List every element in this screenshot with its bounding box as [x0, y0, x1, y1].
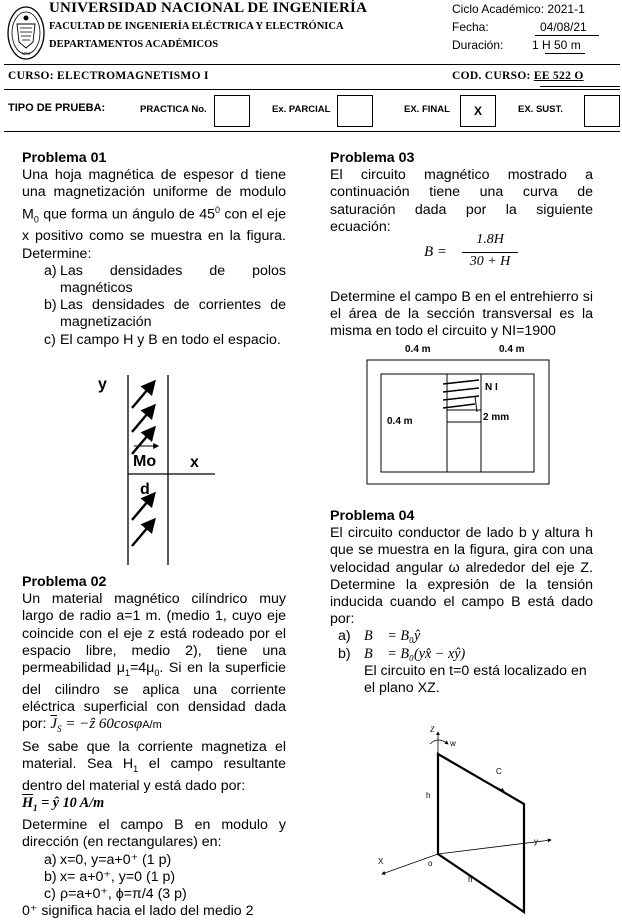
problem-04-body: El circuito conductor de lado b y altura h que se muestra en la figura, gira con una velocidad angular ω alrededor del eje Z. Determine la expresión de la tensión inducida cuando el campo B está dado por:: [330, 525, 593, 628]
duration-value: 1 H 50 m: [532, 38, 581, 52]
university-seal: [6, 4, 46, 62]
date-label: Fecha:: [452, 20, 489, 34]
option-practica-box[interactable]: [214, 95, 250, 127]
circuit-label: C: [496, 767, 502, 776]
top-left-dimension: 0.4 m: [405, 344, 431, 355]
saturation-equation: B = 1.8H 30 + H: [424, 232, 534, 274]
problem-03-title: Problema 03: [330, 150, 415, 166]
option-sust-label: EX. SUST.: [518, 104, 563, 115]
department-name: DEPARTAMENTOS ACADÉMICOS: [49, 39, 219, 50]
list-item: a) Las densidades de polos magnéticos: [44, 262, 286, 296]
option-sust-box[interactable]: [584, 95, 620, 127]
test-type-label: TIPO DE PRUEBA:: [8, 102, 106, 114]
gap-label: 2 mm: [483, 412, 510, 423]
height-label: h: [426, 791, 431, 800]
problem-02-body: Un material magnético cilíndrico muy largo de radio a=1 m. (medio 1, cuyo eje coincide con el eje z está rodeado por el espacio libre, medio 2), tiene una permeabilidad $\mu_1=4\mu_0$. Si en la superficie del cilindro se aplica una corriente eléctrica superficial con densidad dada por: $\overline{J}_S$ = −ẑ 60cosφA/m: [22, 591, 286, 735]
course-label: CURSO: ELECTROMAGNETISMO I: [8, 70, 209, 82]
cycle-value: 2021-1: [547, 2, 585, 16]
problem-02-body-2: Se sabe que la corriente magnetiza el material. Sea $H_1$ el campo resultante dentro del material y está dado por:: [22, 738, 286, 794]
origin-label: o: [428, 859, 433, 868]
cycle-label: Ciclo Académico: 2021-1: [452, 2, 585, 16]
course-code: COD. CURSO: EE 522 O: [452, 70, 584, 82]
university-name: UNIVERSIDAD NACIONAL DE INGENIERÍA: [49, 0, 368, 16]
date-value: 04/08/21: [540, 20, 587, 34]
list-item: b) Las densidades de corrientes de magnetización: [44, 297, 286, 331]
problem-01: [22, 150, 286, 349]
problem-01-body: Una hoja magnética de espesor d tiene una magnetización uniforme de modulo $M_0$ que forma un ángulo de $45^0$ con el eje x positivo como se muestra en la figura. Determine:: [22, 167, 286, 262]
problem-02-body-3: Determine el campo B en modulo y dirección (en rectangulares) en:: [22, 817, 286, 851]
problem-04: [330, 508, 593, 697]
rotating-loop-figure: [376, 724, 562, 920]
left-dimension: 0.4 m: [387, 416, 413, 427]
omega-label: w: [450, 739, 456, 748]
problem-01-items: [22, 263, 286, 349]
x-axis-label: X: [378, 857, 384, 866]
problem-04-items: [330, 628, 593, 662]
magnetization-label: Mo: [133, 453, 157, 470]
list-item: c) ρ=a+0⁺, ϕ=π/4 (3 p): [44, 885, 187, 902]
magnetized-sheet-figure: [90, 370, 220, 570]
problem-03: [330, 150, 593, 236]
problem-03-body: El circuito magnético mostrado a continuación tiene una curva de saturación dada por la siguiente ecuación:: [330, 167, 593, 235]
option-parcial-box[interactable]: [337, 95, 373, 127]
list-item: c) El campo H y B en todo el espacio.: [44, 331, 281, 348]
option-practica-label: PRACTICA No.: [140, 104, 207, 115]
problem-02-footnote: 0⁺ significa hacia el lado del medio 2: [22, 903, 254, 920]
top-right-dimension: 0.4 m: [499, 344, 525, 355]
y-axis-label: y: [534, 837, 538, 846]
duration-label: Duración:: [452, 38, 504, 52]
list-item: b) B⃗ = B₀(yx̂ − xŷ): [338, 645, 466, 662]
problem-04-body-2: El circuito en t=0 está localizado en el plano XZ.: [364, 662, 587, 697]
thickness-label: d: [140, 481, 150, 498]
problem-02-items: [22, 852, 286, 904]
option-parcial-label: Ex. PARCIAL: [272, 104, 331, 115]
coil-label: N I: [485, 382, 498, 393]
problem-03-body-2: Determine el campo B en el entrehierro si el área de la sección transversal es la misma en todo el circuito y NI=1900: [330, 289, 593, 340]
problem-01-title: Problema 01: [22, 150, 107, 166]
problem-02: [22, 574, 286, 920]
magnetic-circuit-figure: [357, 340, 557, 490]
list-item: b) x= a+0⁺, y=0 (1 p): [44, 868, 176, 885]
y-axis-label: y: [98, 376, 107, 393]
option-final-box[interactable]: X: [460, 95, 496, 127]
z-axis-label: Z: [430, 725, 435, 734]
svg-text:UNI: UNI: [22, 51, 30, 56]
side-label: h: [468, 875, 473, 884]
list-item: a) B⃗ = B₀ŷ: [338, 628, 421, 645]
problem-04-title: Problema 04: [330, 508, 415, 524]
h1-equation: $\overline{H}_1$ = ŷ 10 A/m: [22, 795, 105, 813]
x-axis-label: x: [190, 454, 199, 471]
list-item: a) x=0, y=a+0⁺ (1 p): [44, 851, 172, 868]
faculty-name: FACULTAD DE INGENIERÍA ELÉCTRICA Y ELECTRÓNICA: [49, 21, 344, 32]
problem-02-title: Problema 02: [22, 574, 107, 590]
option-final-label: EX. FINAL: [404, 104, 450, 115]
